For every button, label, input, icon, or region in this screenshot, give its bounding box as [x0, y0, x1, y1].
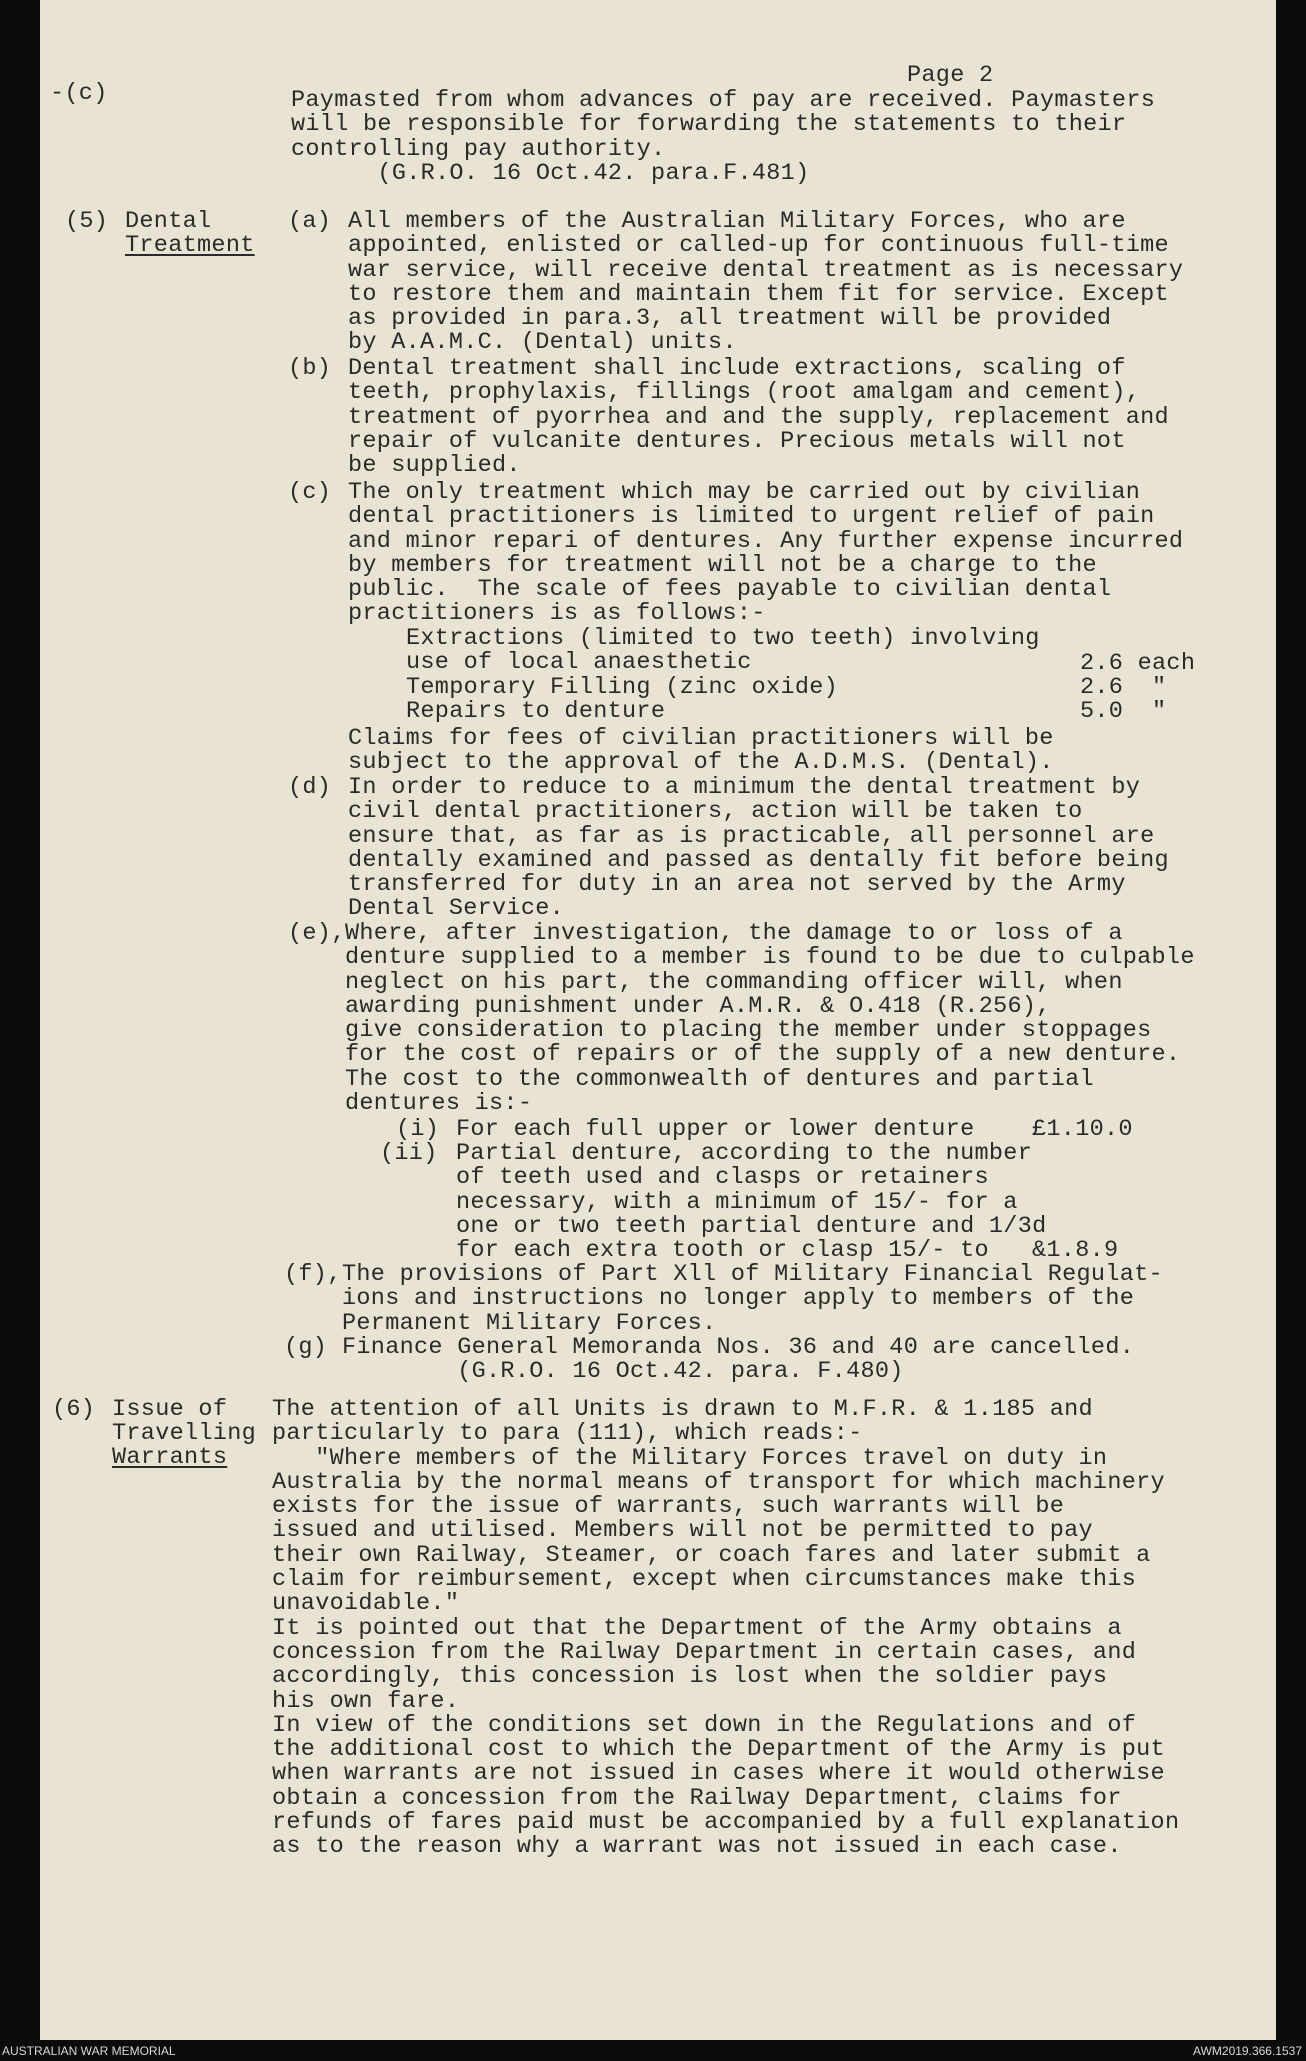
dental-b-label: (b): [288, 355, 332, 382]
item-c-label: -(c): [50, 80, 108, 107]
section-5-heading-underlined: Treatment: [125, 232, 255, 259]
page-number: Page 2: [907, 62, 994, 89]
fee-row-desc: Temporary Filling (zinc oxide): [406, 674, 839, 701]
fee-row-amount: 2.6 ": [1080, 674, 1167, 701]
section-6-heading-underlined: Warrants: [112, 1444, 228, 1471]
cost-row-desc: For each full upper or lower denture: [456, 1116, 975, 1143]
footer-left: AUSTRALIAN WAR MEMORIAL: [2, 2044, 176, 2058]
cost-row-desc: Partial denture, according to the number of teeth used and clasps or retainers necessary, with a minimum of 15/- for a one or two teeth partial denture and 1/3d for each extra tooth or clasp 15/- to: [456, 1140, 1047, 1265]
dental-c-label: (c): [288, 479, 332, 506]
dental-a-text: All members of the Australian Military Forces, who are appointed, enlisted or called-up for continuous full-time war service, will receive dental treatment as is necessary to restore them and maintain them fit for service. Except as provided in para.3, all treatment will be provided by A.A.M.C. (Dental) units.: [348, 208, 1184, 357]
cost-row-amount: £1.10.0: [1032, 1116, 1133, 1143]
fee-row-desc: Repairs to denture: [406, 698, 666, 725]
dental-g-label: (g): [284, 1334, 328, 1361]
section-6-heading: Travelling: [112, 1420, 257, 1447]
section-6-text: The attention of all Units is drawn to M.F.R. & 1.185 and particularly to para (111), which reads:- "Where members of the Military Forces travel on duty in Australia by the normal means of transport for which machinery exists for the issue of warrants, such warrants will be issued and utilised. Members will not be permitted to pay their own Railway, Steamer, or coach fares and later submit a claim for reimbursement, except when circumstances make this unavoidable." It is pointed out that the Department of the Army obtains a concession from the Railway Department in certain cases, and accordingly, this concession is lost when the soldier pays his own fare. In view of the conditions set down in the Regulations and of the additional cost to which the Department of the Army is put when warrants are not issued in cases where it would otherwise obtain a concession from the Railway Department, claims for refunds of fares paid must be accompanied by a full explanation as to the reason why a warrant was not issued in each case.: [272, 1396, 1180, 1861]
fee-row-amount: 5.0 ": [1080, 698, 1167, 725]
cost-row-label: (i): [396, 1116, 440, 1143]
dental-c-after: Claims for fees of civilian practitioners will be subject to the approval of the A.D.M.S. (Dental).: [348, 725, 1054, 777]
dental-d-text: In order to reduce to a minimum the dental treatment by civil dental practitioners, action will be taken to ensure that, as far as is practicable, all personnel are dentally examined and passed as dentally fit before being transferred for duty in an area not served by the Army Dental Service.: [348, 774, 1169, 923]
dental-e-label: (e),: [288, 920, 346, 947]
item-c-text: Paymasted from whom advances of pay are received. Paymasters will be responsible for forwarding the statements to their controlling pay authority. (G.R.O. 16 Oct.42. para.F.481): [291, 87, 1156, 187]
dental-b-text: Dental treatment shall include extractions, scaling of teeth, prophylaxis, fillings (root amalgam and cement), treatment of pyorrhea and and the supply, replacement and repair of vulcanite dentures. Precious metals will not be supplied.: [348, 355, 1169, 480]
dental-g-text: Finance General Memoranda Nos. 36 and 40 are cancelled. (G.R.O. 16 Oct.42. para. F.480): [342, 1334, 1135, 1386]
footer-right: AWM2019.366.1537: [1193, 2044, 1302, 2058]
document-page: [40, 0, 1276, 2040]
section-6-heading: Issue of: [112, 1396, 228, 1423]
dental-d-label: (d): [288, 774, 332, 801]
dental-e-text: Where, after investigation, the damage to or loss of a denture supplied to a member is found to be due to culpable neglect on his part, the commanding officer will, when awarding punishment under A.M.R. & O.418 (R.256), give consideration to placing the member under stoppages for the cost of repairs or of the supply of a new denture. The cost to the commonwealth of dentures and partial dentures is:-: [345, 920, 1195, 1118]
section-5-number: (5): [65, 208, 109, 235]
dental-a-label: (a): [288, 208, 332, 235]
cost-row-amount: &1.8.9: [1032, 1237, 1119, 1264]
fee-row-desc: Extractions (limited to two teeth) involving use of local anaesthetic: [406, 625, 1040, 677]
dental-c-text: The only treatment which may be carried out by civilian dental practitioners is limited to urgent relief of pain and minor repari of dentures. Any further expense incurred by members for treatment will not be a charge to the public. The scale of fees payable to civilian dental practitioners is as follows:-: [348, 479, 1184, 628]
fee-row-amount: 2.6 each: [1080, 650, 1196, 677]
section-5-heading: Dental: [125, 208, 212, 235]
section-6-number: (6): [52, 1396, 96, 1423]
dental-f-label: (f),: [284, 1261, 342, 1288]
cost-row-label: (ii): [380, 1140, 438, 1167]
dental-f-text: The provisions of Part Xll of Military Financial Regulat- ions and instructions no longer apply to members of the Permanent Military Forces.: [342, 1261, 1163, 1337]
